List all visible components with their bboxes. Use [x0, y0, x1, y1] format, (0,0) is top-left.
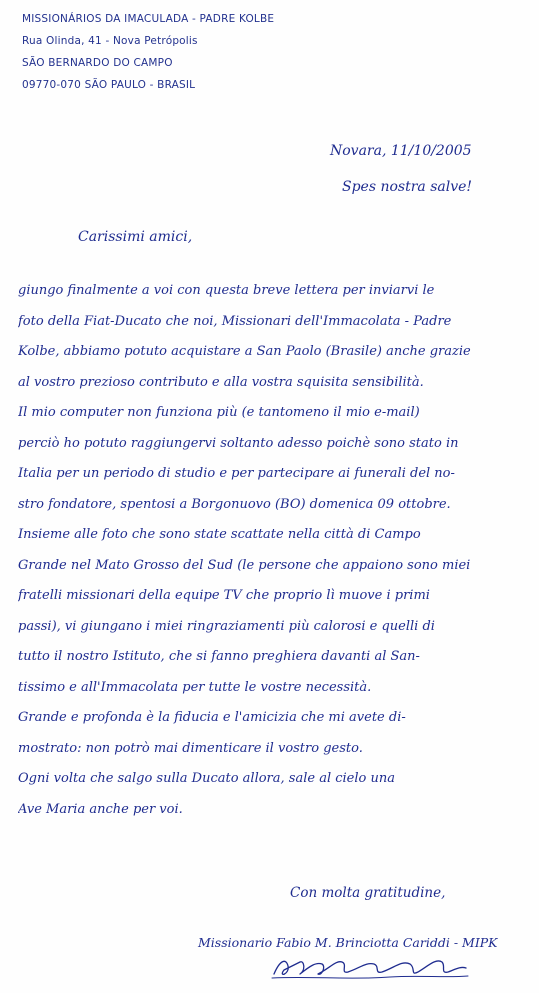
- letter-date: Novara, 11/10/2005: [330, 143, 472, 159]
- letter-motto: Spes nostra salve!: [342, 179, 473, 195]
- body-line: Ave Maria anche per voi.: [18, 801, 183, 817]
- letterhead: [22, 8, 322, 96]
- signature-name: Missionario Fabio M. Brinciotta Cariddi - MIPK: [198, 935, 498, 950]
- body-line: foto della Fiat-Ducato che noi, Missionari dell'Immacolata - Padre: [18, 313, 452, 329]
- body-line: Grande e profonda è la fiducia e l'amicizia che mi avete di-: [18, 710, 406, 725]
- closing: Con molta gratitudine,: [290, 885, 446, 901]
- letterhead-street: Rua Olinda, 41 - Nova Petrópolis: [22, 35, 198, 47]
- body-line: tutto il nostro Istituto, che si fanno preghiera davanti al San-: [18, 649, 420, 664]
- body-line: Grande nel Mato Grosso del Sud (le persone che appaiono sono miei: [18, 557, 471, 573]
- body-line: stro fondatore, spentosi a Borgonuovo (BO) domenica 09 ottobre.: [18, 496, 451, 512]
- body-line: Italia per un periodo di studio e per partecipare ai funerali del no-: [18, 466, 455, 481]
- body-line: Insieme alle foto che sono state scattate nella città di Campo: [18, 527, 421, 542]
- body-line: al vostro prezioso contributo e alla vostra squisita sensibilità.: [18, 374, 424, 390]
- body-line: Il mio computer non funziona più (e tantomeno il mio e-mail): [18, 405, 420, 420]
- body-line: fratelli missionari della equipe TV che proprio lì muove i primi: [18, 588, 430, 603]
- body-line: perciò ho potuto raggiungervi soltanto adesso poichè sono stato in: [18, 435, 459, 451]
- letterhead-postal: 09770-070 SÃO PAULO - BRASIL: [22, 79, 196, 91]
- body-line: Ogni volta che salgo sulla Ducato allora, sale al cielo una: [18, 771, 395, 786]
- body-line: giungo finalmente a voi con questa breve lettera per inviarvi le: [18, 283, 435, 298]
- letterhead-organization: MISSIONÁRIOS DA IMACULADA - PADRE KOLBE: [22, 13, 275, 25]
- body-line: mostrato: non potrò mai dimenticare il vostro gesto.: [18, 740, 363, 756]
- body-line: tissimo e all'Immacolata per tutte le vostre necessità.: [18, 679, 372, 695]
- handwritten-signature: [270, 952, 470, 984]
- body-line: passi), vi giungano i miei ringraziamenti più calorosi e quelli di: [18, 618, 435, 634]
- salutation: Carissimi amici,: [78, 229, 193, 245]
- date-block: [330, 133, 520, 205]
- letterhead-city: SÃO BERNARDO DO CAMPO: [22, 57, 173, 69]
- body-line: Kolbe, abbiamo potuto acquistare a San Paolo (Brasile) anche grazie: [18, 344, 471, 359]
- letter-body: [18, 276, 528, 825]
